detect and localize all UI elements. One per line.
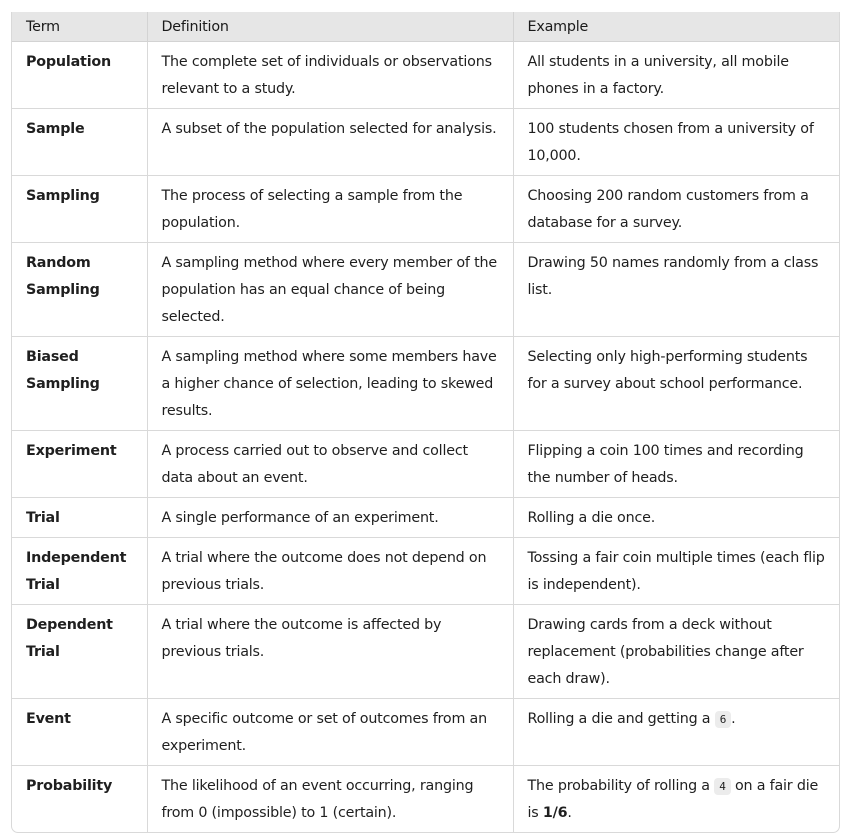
example-cell: The probability of rolling a 4 on a fair die is 1/6. [513,766,839,833]
example-cell: Tossing a fair coin multiple times (each flip is independent). [513,538,839,605]
example-cell: Drawing 50 names randomly from a class list. [513,243,839,337]
inline-code: 4 [714,778,730,795]
bold-value: 1/6 [542,805,568,821]
term-cell: Sample [12,109,147,176]
column-header-example: Example [513,12,839,42]
column-header-term: Term [12,12,147,42]
table-row [12,42,839,109]
table-row [12,109,839,176]
definition-cell: The likelihood of an event occurring, ranging from 0 (impossible) to 1 (certain). [147,766,513,833]
definition-cell: A process carried out to observe and collect data about an event. [147,431,513,498]
glossary-table [12,12,839,832]
table-row [12,431,839,498]
term-cell: Sampling [12,176,147,243]
definition-cell: A sampling method where every member of the population has an equal chance of being selected. [147,243,513,337]
inline-code: 6 [715,711,731,728]
term-cell: Trial [12,498,147,538]
table-row [12,699,839,766]
example-cell: Selecting only high-performing students for a survey about school performance. [513,337,839,431]
example-cell: All students in a university, all mobile phones in a factory. [513,42,839,109]
column-header-definition: Definition [147,12,513,42]
term-cell: Event [12,699,147,766]
definition-cell: A trial where the outcome does not depend on previous trials. [147,538,513,605]
definition-cell: A single performance of an experiment. [147,498,513,538]
definition-cell: A trial where the outcome is affected by previous trials. [147,605,513,699]
term-cell: Population [26,54,111,70]
table-row [12,498,839,538]
definition-cell: A sampling method where some members have a higher chance of selection, leading to skewed results. [147,337,513,431]
table-row [12,337,839,431]
table-row [12,176,839,243]
term-cell: Dependent Trial [12,605,147,699]
term-cell: Independent Trial [12,538,147,605]
glossary-table-container [11,12,840,833]
table-row [12,605,839,699]
term-cell: Probability [12,766,147,833]
term-cell: Random Sampling [12,243,147,337]
example-cell: Choosing 200 random customers from a database for a survey. [513,176,839,243]
table-row [12,243,839,337]
definition-cell: The complete set of individuals or observations relevant to a study. [147,42,513,109]
example-cell: Flipping a coin 100 times and recording the number of heads. [513,431,839,498]
term-cell: Experiment [12,431,147,498]
table-row [12,538,839,605]
example-cell: 100 students chosen from a university of 10,000. [513,109,839,176]
example-cell: Drawing cards from a deck without replacement (probabilities change after each draw). [513,605,839,699]
definition-cell: The process of selecting a sample from the population. [147,176,513,243]
definition-cell: A specific outcome or set of outcomes from an experiment. [147,699,513,766]
table-row [12,766,839,833]
example-cell: Rolling a die and getting a 6 . [513,699,839,766]
definition-cell: A subset of the population selected for analysis. [147,109,513,176]
term-cell: Biased Sampling [12,337,147,431]
example-cell: Rolling a die once. [513,498,839,538]
header-row [12,12,839,42]
